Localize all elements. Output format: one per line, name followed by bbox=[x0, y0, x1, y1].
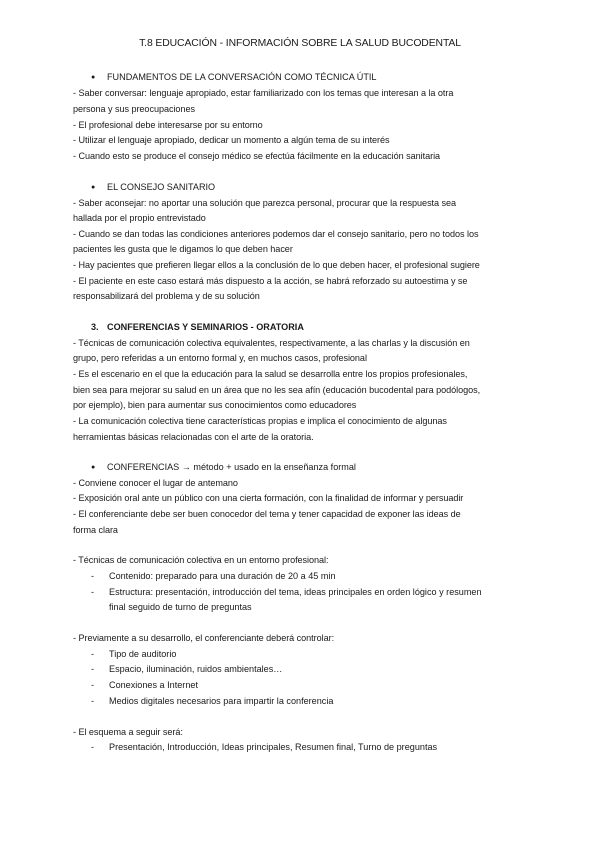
paragraph-line: hallada por el propio entrevistado bbox=[73, 213, 206, 223]
paragraph-line: - Es el escenario en el que la educación para la salud se desarrolla entre los propios profesionales, bbox=[73, 369, 468, 379]
list-item-text: Presentación, Introducción, Ideas principales, Resumen final, Turno de preguntas bbox=[109, 742, 438, 752]
paragraph-line: - El paciente en este caso estará más dispuesto a la acción, se habrá reforzado su autoestima y se bbox=[73, 276, 468, 286]
paragraph-line: - Cuando esto se produce el consejo médico se efectúa fácilmente en la educación sanitaria bbox=[73, 151, 441, 161]
list-item-text: Espacio, iluminación, ruidos ambientales… bbox=[109, 664, 283, 674]
paragraph-line: - Exposición oral ante un público con una cierta formación, con la finalidad de informar y persuadir bbox=[73, 493, 464, 503]
paragraph-line: - El esquema a seguir será: bbox=[73, 727, 183, 737]
paragraph-line: responsabilizará del problema y de su solución bbox=[73, 291, 260, 301]
paragraph-line: - Técnicas de comunicación colectiva en un entorno profesional: bbox=[73, 555, 329, 565]
section-heading-text: CONFERENCIAS Y SEMINARIOS - ORATORIA bbox=[107, 322, 304, 332]
dash-marker: - bbox=[91, 680, 95, 690]
paragraph-line: - El profesional debe interesarse por su entorno bbox=[73, 120, 263, 130]
paragraph-line: - Utilizar el lenguaje apropiado, dedicar un momento a algún tema de su interés bbox=[73, 135, 390, 145]
dash-marker: - bbox=[91, 664, 95, 674]
list-item-text: final seguido de turno de preguntas bbox=[109, 602, 252, 612]
paragraph-line: - Saber conversar: lenguaje apropiado, estar familiarizado con los temas que interesan a la otra bbox=[73, 88, 454, 98]
paragraph-line: por ejemplo), bien para aumentar sus conocimientos como educadores bbox=[73, 400, 357, 410]
paragraph-line: - Saber aconsejar: no aportar una solución que parezca personal, procurar que la respuesta sea bbox=[73, 198, 457, 208]
dash-marker: - bbox=[91, 696, 95, 706]
paragraph-line: - Conviene conocer el lugar de antemano bbox=[73, 478, 238, 488]
paragraph-line: - El conferenciante debe ser buen conocedor del tema y tener capacidad de exponer las ideas de bbox=[73, 509, 461, 519]
section-heading-text: CONFERENCIAS → método + usado en la enseñanza formal bbox=[107, 462, 356, 472]
page-title: T.8 EDUCACIÓN - INFORMACIÓN SOBRE LA SALUD BUCODENTAL bbox=[139, 38, 461, 49]
list-item-text: Estructura: presentación, introducción del tema, ideas principales en orden lógico y resumen bbox=[109, 587, 482, 597]
bullet-icon: ● bbox=[91, 184, 96, 191]
paragraph-line: forma clara bbox=[73, 525, 118, 535]
section-number: 3. bbox=[91, 322, 99, 332]
bullet-icon: ● bbox=[91, 464, 96, 471]
bullet-icon: ● bbox=[91, 74, 96, 81]
paragraph-line: bien sea para mejorar su salud en un área que no les sea afín (educación bucodental para podólogos, bbox=[73, 385, 481, 395]
paragraph-line: - Técnicas de comunicación colectiva equivalentes, respectivamente, a las charlas y la discusión en bbox=[73, 338, 470, 348]
paragraph-line: pacientes les gusta que le digamos lo que deben hacer bbox=[73, 244, 293, 254]
section-heading-text: FUNDAMENTOS DE LA CONVERSACIÓN COMO TÉCNICA ÚTIL bbox=[107, 72, 377, 82]
paragraph-line: herramientas básicas relacionadas con el arte de la oratoria. bbox=[73, 432, 314, 442]
paragraph-line: - Cuando se dan todas las condiciones anteriores podemos dar el consejo sanitario, pero no todos los bbox=[73, 229, 479, 239]
dash-marker: - bbox=[91, 649, 95, 659]
section-heading-text: EL CONSEJO SANITARIO bbox=[107, 182, 216, 192]
dash-marker: - bbox=[91, 571, 95, 581]
list-item-text: Contenido: preparado para una duración de 20 a 45 min bbox=[109, 571, 336, 581]
list-item-text: Tipo de auditorio bbox=[109, 649, 177, 659]
paragraph-line: persona y sus preocupaciones bbox=[73, 104, 195, 114]
dash-marker: - bbox=[91, 587, 95, 597]
list-item-text: Conexiones a Internet bbox=[109, 680, 198, 690]
list-item-text: Medios digitales necesarios para impartir la conferencia bbox=[109, 696, 334, 706]
paragraph-line: - La comunicación colectiva tiene características propias e implica el conocimiento de algunas bbox=[73, 416, 447, 426]
paragraph-line: - Previamente a su desarrollo, el conferenciante deberá controlar: bbox=[73, 633, 335, 643]
dash-marker: - bbox=[91, 742, 95, 752]
paragraph-line: grupo, pero referidas a un entorno formal y, en muchos casos, profesional bbox=[73, 353, 367, 363]
paragraph-line: - Hay pacientes que prefieren llegar ellos a la conclusión de lo que deben hacer, el profesional sugiere bbox=[73, 260, 480, 270]
